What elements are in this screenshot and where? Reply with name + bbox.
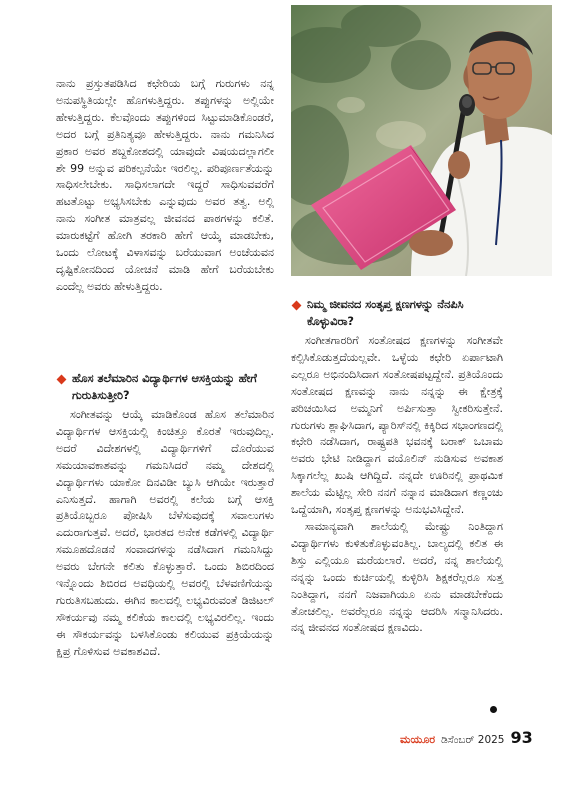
- magazine-name: ಮಯೂರ: [400, 733, 436, 746]
- answer-2-paragraph-2: ಸಾಮಾನ್ಯವಾಗಿ ಶಾಲೆಯಲ್ಲಿ ಮೇಷ್ಟ್ರು ನಿಂತಿದ್ದಾಗ ವಿದ್ಯಾರ್ಥಿಗಳು ಕುಳಿತುಕೊಳ್ಳುವಂತಿಲ್ಲ. ಬಾಲ್ಯದಲ್ಲಿ ಕಲಿತ ಈ ಶಿಸ್ತು ಎಲ್ಲಿಯೂ ಮರೆಯಲಾರೆ. ಅದರೆ, ನನ್ನ ಶಾಲೆಯಲ್ಲಿ ನನ್ನನ್ನು ಒಂದು ಕುರ್ಚಿಯಲ್ಲಿ ಕುಳ್ಳಿರಿಸಿ ಶಿಕ್ಷಕರೆಲ್ಲರೂ ಸುತ್ತ ನಿಂತಿದ್ದಾಗ, ನನಗೆ ನಿಜವಾಗಿಯೂ ಏನು ಮಾಡಬೇಕೆಂದು ತೋಚಲಿಲ್ಲ. ಅವರೆಲ್ಲರೂ ನನ್ನನ್ನು ಆದರಿಸಿ ಸನ್ಮಾನಿಸಿದರು. ನನ್ನ ಜೀವನದ ಸಂತೋಷದ ಕ್ಷಣವಿದು.: [291, 519, 503, 635]
- speaker-photo: [291, 5, 552, 276]
- bullet-diamond-icon: [292, 301, 302, 311]
- photo-illustration: [291, 5, 552, 276]
- answer-1: [56, 407, 274, 661]
- left-column: [56, 76, 274, 296]
- answer-2-paragraph-1: ಸಂಗೀತಗಾರರಿಗೆ ಸಂತೋಷದ ಕ್ಷಣಗಳನ್ನು ಸಂಗೀತವೇ ಕಲ್ಪಿಸಿಕೊಡುತ್ತದೆಯಲ್ಲವೇ. ಒಳ್ಳೆಯ ಕಛೇರಿ ಏರ್ಪಾಟಾಗಿ ಎಲ್ಲರೂ ಅಭಿನಂದಿಸಿದಾಗ ಸಂತೋಷಪಟ್ಟದ್ದೇನೆ. ಪ್ರತಿಯೊಂದು ಸಂತೋಷದ ಕ್ಷಣವನ್ನು ನಾನು ನನ್ನನ್ನು ಈ ಕ್ಷೇತ್ರಕ್ಕೆ ಪರಿಚಯಿಸಿದ ಅಮ್ಮನಿಗೆ ಅರ್ಪಿಸುತ್ತಾ ಸ್ವೀಕರಿಸುತ್ತೇನೆ. ಗುರುಗಳು ಶ್ಲಾಘಿಸಿದಾಗ, ಪ್ಯಾರಿಸ್‌ನಲ್ಲಿ ಕಿಕ್ಕಿರಿದ ಸಭಾಂಗಣದಲ್ಲಿ ಕಛೇರಿ ನಡೆಸಿದಾಗ, ರಾಷ್ಟ್ರಪತಿ ಭವನಕ್ಕೆ ಬರಾಕ್ ಒಬಾಮ ಅವರು ಭೇಟಿ ನೀಡಿದ್ದಾಗ ವಯೊಲಿನ್ ನುಡಿಸುವ ಅವಕಾಶ ಸಿಕ್ಕಾಗಲೆಲ್ಲ ಖುಷಿ ಆಗಿದ್ದಿದೆ. ನನ್ನದೇ ಊರಿನಲ್ಲಿ ಪ್ರಾಥಮಿಕ ಶಾಲೆಯ ಮೆಟ್ಟಿಲ್ಲ ಸೇರಿ ನನಗೆ ನನ್ನಾನ ಮಾಡಿದಾಗ ಕಣ್ಣಂಚು ಒದ್ದೆಯಾಗಿ, ಸಂತೃಪ್ತ ಕ್ಷಣಗಳನ್ನು ಅನುಭವಿಸಿದ್ದೇನೆ.: [291, 334, 503, 517]
- bullet-diamond-icon: [57, 375, 67, 385]
- question-1-text: ಹೊಸ ತಲೆಮಾರಿನ ವಿದ್ಯಾರ್ಥಿಗಳ ಆಸಕ್ತಿಯನ್ನು ಹೇಗೆ ಗುರುತಿಸುತ್ತೀರಿ?: [72, 372, 257, 402]
- end-of-article-dot: [490, 706, 497, 713]
- answer-2: [291, 333, 503, 637]
- question-1: [56, 371, 274, 404]
- intro-paragraph: ನಾನು ಪ್ರಸ್ತುತಪಡಿಸಿದ ಕಛೇರಿಯ ಬಗ್ಗೆ ಗುರುಗಳು ನನ್ನ ಅನುಪಸ್ಥಿತಿಯಲ್ಲೇ ಹೊಗಳುತ್ತಿದ್ದರು. ತಪ್ಪುಗಳನ್ನು ಅಲ್ಲಿಯೇ ಹೇಳುತ್ತಿದ್ದರು. ಕೆಲವೊಂದು ತಪ್ಪುಗಳಿಂದ ಸಿಟ್ಟುಮಾಡಿಕೊಂಡರೆ, ಅದರ ಬಗ್ಗೆ ಪ್ರತಿನಿತ್ಯವೂ ಹೇಳುತ್ತಿದ್ದರು. ನಾನು ಗಮನಿಸಿದ ಪ್ರಕಾರ ಅವರ ಶಬ್ದಕೋಶದಲ್ಲಿ ಯಾವುದೇ ವಿಷಯದಲ್ಲಾಗಲೀ ಶೇ 99 ಅನ್ನುವ ಪರಿಕಲ್ಪನೆಯೇ ಇರಲಿಲ್ಲ. ಪರಿಪೂರ್ಣತೆಯನ್ನು ಸಾಧಿಸಲೇಬೇಕು. ಸಾಧಿಸಲಾಗದೇ ಇದ್ದರೆ ಸಾಧಿಸುವವರೆಗೆ ಹಟತೊಟ್ಟು ಅಭ್ಯಸಿಸಬೇಕು ಎನ್ನುವುದು ಅವರ ತತ್ವ. ಅಲ್ಲಿ ನಾನು ಸಂಗೀತ ಮಾತ್ರವಲ್ಲ ಜೀವನದ ಪಾಠಗಳನ್ನು ಕಲಿತೆ. ಮಾರುಕಟ್ಟೆಗೆ ಹೋಗಿ ತರಕಾರಿ ಹೇಗೆ ಆಯ್ಕೆ ಮಾಡಬೇಕು, ಒಂದು ಲೋಟಕ್ಕೆ ವಿಳಾಸವನ್ನು ಬರೆಯುವಾಗ ಅಂಚೆಯವನ ದೃಷ್ಟಿಕೋನದಿಂದ ಯೋಚನೆ ಮಾಡಿ ಹೇಗೆ ಬರೆಯಬೇಕು ಎಂದೆಲ್ಲ ಅವರು ಹೇಳುತ್ತಿದ್ದರು.: [56, 77, 274, 293]
- answer-1-text: ಸಂಗೀತವನ್ನು ಆಯ್ಕೆ ಮಾಡಿಕೊಂಡ ಹೊಸ ತಲೆಮಾರಿನ ವಿದ್ಯಾರ್ಥಿಗಳ ಆಸಕ್ತಿಯಲ್ಲಿ ಕಿಂಚಿತ್ತೂ ಕೊರತೆ ಇರುವುದಿಲ್ಲ. ಅದರೆ ವಿದೇಶಗಳಲ್ಲಿ ವಿದ್ಯಾರ್ಥಿಗಳಿಗೆ ದೊರೆಯುವ ಸಮಯಾವಕಾಶವನ್ನು ಗಮನಿಸಿದರೆ ನಮ್ಮ ದೇಶದಲ್ಲಿ ವಿದ್ಯಾರ್ಥಿಗಳು ಯಾಕೋ ದಿನವಿಡೀ ಬ್ಯುಸಿ ಆಗಿಯೇ ಇರುತ್ತಾರೆ ಎನಿಸುತ್ತದೆ. ಹಾಗಾಗಿ ಅವರಲ್ಲಿ ಕಲೆಯ ಬಗ್ಗೆ ಆಸಕ್ತಿ ಪ್ರತಿಯೊಬ್ಬರೂ ಪೋಷಿಸಿ ಬೆಳೆಸುವುದಕ್ಕೆ ಸವಾಲುಗಳು ಎದುರಾಗುತ್ತವೆ. ಅದರೆ, ಭಾರತದ ಅನೇಕ ಕಡೆಗಳಲ್ಲಿ ವಿದ್ಯಾರ್ಥಿ ಸಮೂಹದೊಡನೆ ಸಂವಾದಗಳನ್ನು ನಡೆಸಿದಾಗ ಗಮನಿಸಿದ್ದು ಅವರು ಬೇಗನೇ ಕಲಿತು ಕೊಳ್ಳುತ್ತಾರೆ. ಒಂದು ಶಿಬಿರದಿಂದ ಇನ್ನೊಂದು ಶಿಬಿರದ ಅವಧಿಯಲ್ಲಿ ಅವರಲ್ಲಿ ಬೆಳವಣಿಗೆಯನ್ನು ಗುರುತಿಸಬಹುದು. ಈಗಿನ ಕಾಲದಲ್ಲಿ ಲಭ್ಯವಿರುವಂತೆ ಡಿಜಿಟಲ್ ಸೌಕರ್ಯವು ನಮ್ಮ ಕಲಿಕೆಯ ಕಾಲದಲ್ಲಿ ಲಭ್ಯವಿರಲಿಲ್ಲ. ಇಂದು ಈ ಸೌಕರ್ಯವನ್ನು ಬಳಸಿಕೊಂಡು ಕಲಿಯುವ ಪ್ರಕ್ರಿಯೆಯನ್ನು ಕ್ಷಿಪ್ರ ಗೊಳಿಸುವ ಅವಕಾಶವಿದೆ.: [56, 408, 274, 658]
- question-2: [291, 297, 503, 330]
- page-number: 93: [510, 728, 533, 747]
- issue-date: ಡಿಸೆಂಬರ್ 2025: [441, 734, 505, 746]
- page-footer: [400, 728, 550, 750]
- question-2-text: ನಿಮ್ಮ ಜೀವನದ ಸಂತೃಪ್ತ ಕ್ಷಣಗಳನ್ನು ನೆನಪಿಸಿ ಕೊಳ್ಳುವಿರಾ?: [307, 298, 464, 328]
